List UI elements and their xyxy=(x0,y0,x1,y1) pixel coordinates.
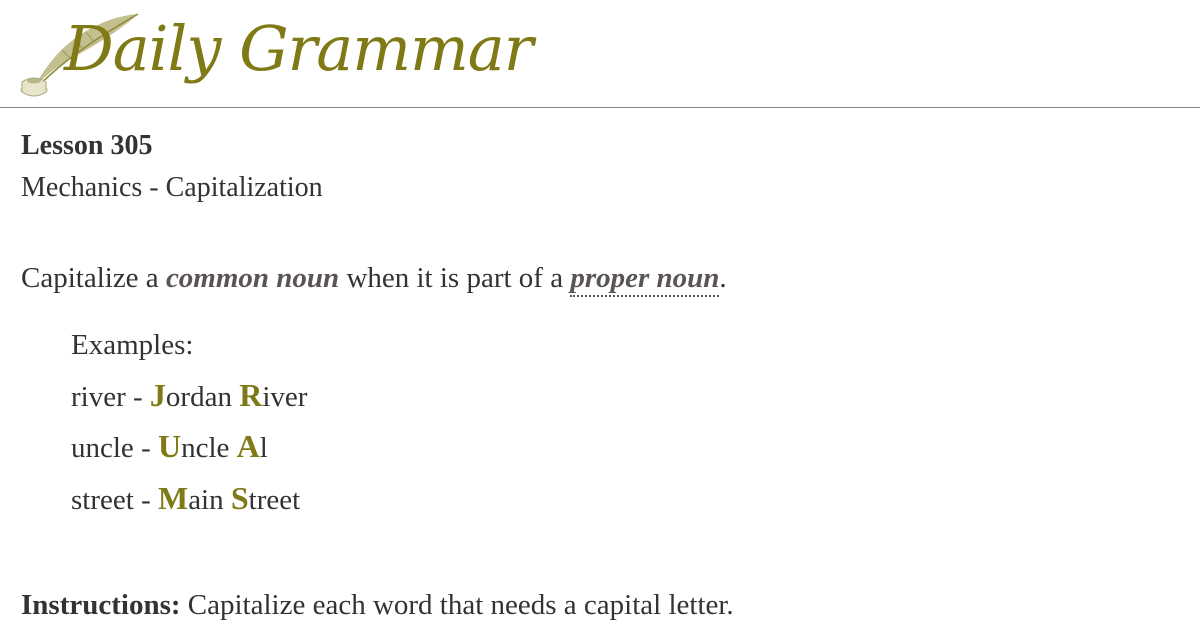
example-separator: - xyxy=(133,483,158,516)
example-word: river xyxy=(71,380,126,413)
capital-letter: R xyxy=(239,376,263,413)
capital-letter: A xyxy=(236,428,260,464)
site-logo-link[interactable] xyxy=(14,8,533,104)
rule-suffix: . xyxy=(719,262,727,294)
lesson-topic: Mechanics - Capitalization xyxy=(21,172,323,203)
capital-letter: U xyxy=(157,428,182,464)
example-rest: treet xyxy=(248,483,301,516)
term-proper-noun-link[interactable]: proper noun xyxy=(570,262,719,297)
example-rest: l xyxy=(259,432,268,464)
example-separator: - xyxy=(133,432,158,464)
instructions-text: Capitalize each word that needs a capital letter. xyxy=(180,589,734,621)
example-rest: ain xyxy=(188,483,231,516)
rule-middle: when it is part of a xyxy=(339,262,571,294)
capital-letter: J xyxy=(149,376,166,413)
capital-letter: M xyxy=(157,479,189,516)
example-row xyxy=(71,422,1181,474)
site-logo-text: Daily Grammar xyxy=(64,12,533,85)
rule-prefix: Capitalize a xyxy=(21,262,166,294)
term-common-noun: common noun xyxy=(165,262,340,294)
example-separator: - xyxy=(125,380,150,413)
site-header xyxy=(0,0,1200,108)
rule-paragraph xyxy=(21,260,1181,296)
instructions-paragraph xyxy=(21,587,1181,623)
instructions-label: Instructions: xyxy=(21,589,181,621)
example-row xyxy=(71,371,1181,423)
examples-block xyxy=(71,321,1181,525)
lesson-content xyxy=(21,128,1181,623)
example-word: street xyxy=(71,483,134,516)
example-word: uncle xyxy=(71,432,134,464)
example-rest: ordan xyxy=(165,380,240,413)
example-rest: iver xyxy=(262,380,308,413)
examples-heading: Examples: xyxy=(71,329,194,361)
example-rest: ncle xyxy=(181,432,237,464)
example-row xyxy=(71,474,1181,526)
capital-letter: S xyxy=(230,479,249,516)
lesson-title: Lesson 305 xyxy=(21,130,153,161)
